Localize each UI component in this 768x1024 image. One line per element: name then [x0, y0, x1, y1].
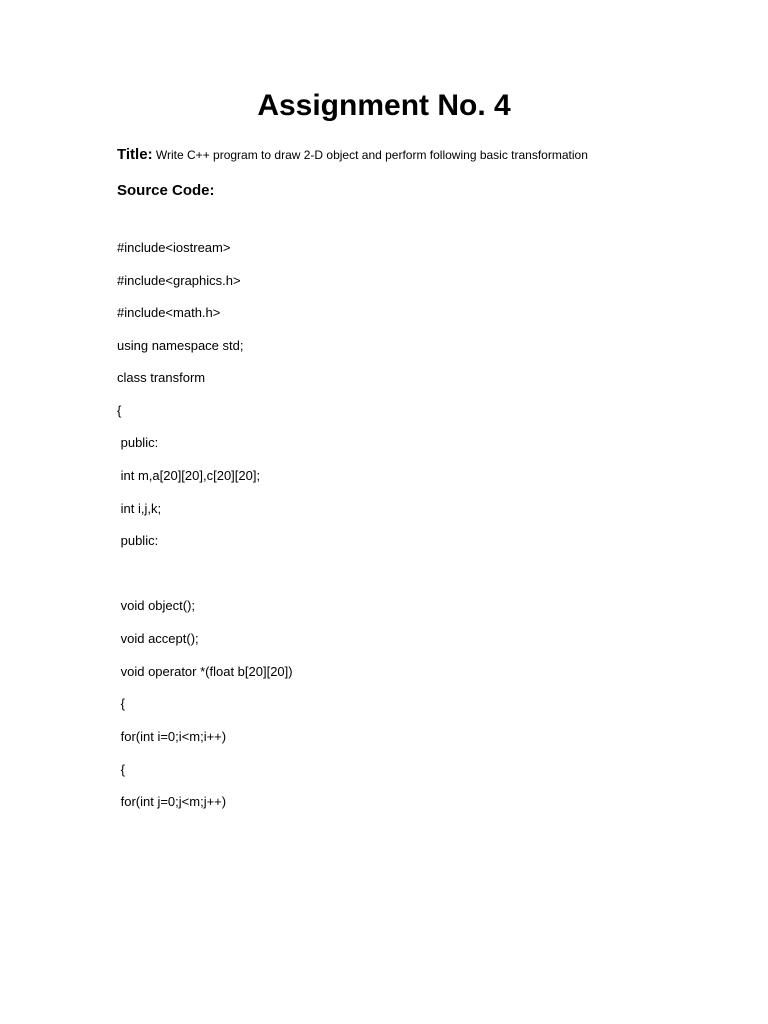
- title-label: Title:: [117, 146, 153, 163]
- code-line: {: [117, 696, 125, 711]
- code-line: void accept();: [117, 631, 199, 646]
- code-line: int m,a[20][20],c[20][20];: [117, 468, 261, 483]
- code-line: #include<graphics.h>: [117, 273, 241, 288]
- code-line: #include<math.h>: [117, 305, 221, 320]
- code-line: #include<iostream>: [117, 240, 231, 255]
- code-line: void operator *(float b[20][20]): [117, 664, 293, 679]
- code-line: public:: [117, 435, 159, 450]
- code-line: using namespace std;: [117, 338, 244, 353]
- code-line: void object();: [117, 598, 196, 613]
- code-line: {: [117, 762, 125, 777]
- title-text: Write C++ program to draw 2-D object and perform following basic transformation: [155, 148, 588, 162]
- title-line: [117, 145, 588, 165]
- code-line: for(int j=0;j<m;j++): [117, 794, 227, 809]
- code-line: {: [117, 403, 122, 418]
- source-code-label: Source Code:: [117, 182, 215, 199]
- code-line: public:: [117, 533, 159, 548]
- code-line: int i,j,k;: [117, 501, 162, 516]
- page-heading: Assignment No. 4: [257, 89, 511, 122]
- code-line: for(int i=0;i<m;i++): [117, 729, 227, 744]
- code-line: class transform: [117, 370, 206, 385]
